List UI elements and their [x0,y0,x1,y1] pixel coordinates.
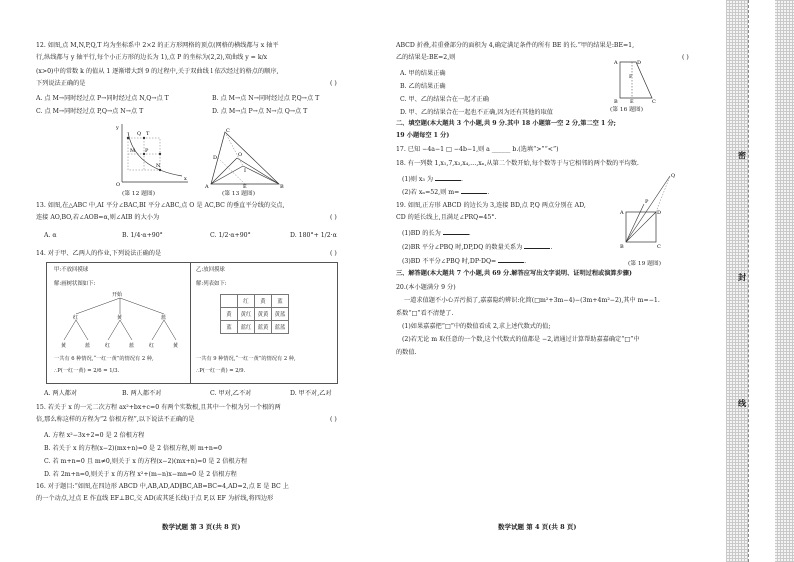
q20-item2: (2)若无论 m 取任意的一个数,这个代数式的值都是 −2,请通过计算帮助嘉嘉确定“□”中 [402,336,640,343]
q13-option-b: B. 1/4·α+90° [122,232,163,239]
tree-l2-0: 黄 [61,343,67,349]
section2-heading2: 19 小题每空 1 分) [396,132,450,139]
right-page [382,0,726,562]
q14-option-c: C. 甲对,乙不对 [210,390,252,397]
yi-cell: 蓝蓝 [272,321,289,334]
q18-item2 [402,187,489,197]
q13-caption: (第 13 题图) [222,191,255,197]
q19-caption: (第 19 题图) [628,261,661,267]
q12-option-c: C. 点 M→同时经过点 P,Q→点 N→点 T [36,108,144,115]
fig19-label-a: A [620,210,624,216]
fig12-label-t: T [146,131,150,137]
q14-yi-conclusion2: ∴P(一红一黄) = 2/9. [196,368,246,374]
fig13-label-e: E [243,184,247,188]
fig19-label-b: B [620,244,624,250]
q16-option-c: C. 甲、乙的结果合在一起才正确 [400,96,489,103]
fig13-label-i: I [244,168,246,174]
q12-text4: 下列说法正确的是 [36,80,86,87]
q19-item3 [402,256,526,266]
q14-jia-conclusion1: 一共有 6 种情况,“一红一黄”的情况有 2 种, [54,356,154,362]
q12-figure [112,122,190,186]
q15-text1: 15. 若关于 x 的一元二次方程 ax²+bx+c=0 有两个实数根,且其中一个根为另一个根的两 [36,404,281,411]
yi-cell: 蓝黄 [255,321,272,334]
fig19-label-d: D [657,210,662,216]
q19-text1: 19. 如图,正方形 ABCD 的边长为 3,连接 BD,点 P,Q 两点分别在 AD, [396,202,586,209]
q20-title: 20.(本小题满分 9 分) [396,284,456,291]
seal-char-feng: 封 [738,272,746,282]
yi-cell [221,295,238,308]
q14-answer-paren: ( ) [330,250,337,257]
q20-text1: 一道求值题不小心弄污损了,嘉嘉隐约辨识:化简(□m²+3m−4)−(3m+4m²−2),其中 m=−1. [404,297,660,304]
yi-cell: 蓝红 [238,321,255,334]
q15-option-d: D. 若 2m+n=0,则关于 x 的方程 x²+(m−n)x−mn=0 是 2 倍根方程 [44,471,237,478]
q14-yi-title: 乙:放回摸球 [196,267,225,273]
fig12-label-y: y [116,125,119,131]
q14-jia-conclusion2: ∴P(一红一黄) = 2/6 = 1/3. [54,368,120,374]
yi-cell: 黄黄 [255,308,272,321]
fig12-label-n: N [156,163,161,169]
fig16-label-f: F [629,74,633,80]
q20-item1: (1)如果嘉嘉把“□”中的数值看成 2,求上述代数式的值; [402,323,551,330]
seal-char-xian: 线 [738,398,746,408]
yi-cell: 蓝 [221,321,238,334]
q19-blank1[interactable] [443,228,469,235]
fig12-label-q: Q [137,131,142,137]
q13-option-a: A. α [44,232,57,239]
q14-option-b: B. 两人都不对 [122,390,162,397]
q20-item2b: 的数值. [396,349,417,356]
seal-line-lane [748,0,775,562]
q18-item1-label: (1)则 x₃ 为 [402,176,434,183]
right-page-footer: 数学试题 第 4 页(共 8 页) [498,523,577,531]
q12-option-a: A. 点 M→同时经过点 P→同时经过点 N,Q→点 T [36,95,169,102]
q13-option-c: C. 1/2·α+90° [210,232,251,239]
q18-end2: . [487,189,490,196]
q18-end1: . [461,176,463,183]
q16-cont-text1: ABCD 折叠,若重叠部分的面积为 4,确定满足条件的所有 BE 的长.”甲的结果是:BE=1, [396,42,635,49]
q12-text1: 12. 如图,点 M,N,P,Q,T 均为坐标系中 2×2 的正方形网格的顶点(网格的横线都与 x 轴平 [36,42,279,49]
fig13-label-a: A [205,184,209,188]
fig19-label-c: C [657,244,661,250]
q16-answer-paren: ( ) [682,54,689,61]
q18-text1: 18. 有一列数 1,x₁,7,x₃,x₄,…,xₙ,从第二个数开始,每个数等于与它相邻的两个数的平均数. [396,160,639,167]
q15-option-c: C. 若 m+n=0 且 m≠0,则关于 x 的方程(x−2)(mx+n)=0 是 2 倍根方程 [44,458,248,465]
fig19-label-q: Q [671,173,676,179]
fig13-label-o: O [238,152,243,158]
yi-cell: 黄 [255,295,272,308]
q13-text1: 13. 如图,在△ABC 中,AI 平分∠BAC,BI 平分∠ABC,点 O 是 AC,BC 的垂直平分线的交点, [36,202,285,209]
q14-option-d: D. 甲不对,乙对 [290,390,332,397]
q16-option-b: B. 乙的结果正确 [400,83,446,90]
left-page [0,0,382,562]
q15-option-b: B. 若关于 x 的方程(x−2)(mx+n)=0 是 2 倍根方程,则 m+n=0 [44,445,222,452]
fig13-label-c: C [226,128,230,134]
fig16-label-e: E [630,99,634,104]
q19-item1-label: (1)BD 的长为 [402,230,441,237]
q18-blank1[interactable] [435,174,461,181]
tree-l1-1: 黄 [117,315,123,321]
q19-end1: . [468,230,471,237]
section2-heading1: 二、填空题(本大题共 3 个小题,共 9 分.其中 18 小题第一空 2 分,第二空 1 分; [396,120,616,127]
section3-heading: 三、解答题(本大题共 7 个小题,共 69 分.解答应写出文字说明、证明过程或演算步骤) [396,270,632,277]
tree-l2-5: 黄 [173,343,179,349]
left-page-footer: 数学试题 第 3 页(共 8 页) [162,523,241,531]
tree-l1-2: 蓝 [161,315,167,321]
q13-text2: 连接 AO,BO,若∠AOB=α,则∠AIB 的大小为 [36,214,160,221]
q18-blank2[interactable] [461,187,490,196]
q14-jia-sub: 解:画树状图如下: [54,281,96,287]
fig13-label-b: B [280,184,284,188]
fig13-label-d: D [213,155,218,161]
fig12-label-m: M [130,148,136,154]
q19-item2 [402,242,552,252]
q16-text1: 16. 对于题目:“如图,在四边形 ABCD 中,AB,AD,AD∥BC,AB=BC=4,AD=2,点 E 是 BC 上 [36,483,289,490]
tree-l2-3: 蓝 [129,343,135,349]
q14-yi-conclusion1: 一共有 9 种情况,“一红一黄”的情况有 2 种, [196,356,296,362]
q19-blank2[interactable] [524,242,553,251]
fig12-label-o: O [116,182,121,186]
q19-item3-label: (3)BD 不平分∠PBQ 时,DP·DQ= [402,258,497,265]
fig16-label-d: D [637,60,642,66]
q19-blank3[interactable] [498,256,527,265]
tree-l1-0: 红 [73,315,79,321]
seal-char-mi: 密 [738,150,746,160]
q12-text2: 行,纵线都与 y 轴平行,每个小正方形的边长为 1),点 P 的坐标为(2,2),双曲线 y = k/x [36,54,268,61]
q13-figure [205,126,285,188]
fig16-label-c: C [652,99,656,104]
yi-cell: 黄蓝 [272,308,289,321]
q16-option-a: A. 甲的结果正确 [400,70,446,77]
q14-yi-sub: 解:列表如下: [196,281,227,287]
tree-l2-2: 红 [105,343,111,349]
q19-end2: . [550,244,553,251]
q14-tree-diagram [54,288,186,350]
q19-end3: . [524,258,527,265]
q12-text3: (x>0)中的常数 k 的值从 1 逐渐增大到 9 的过程中,关于双曲线 l 依次经过的格点的顺序, [36,68,279,75]
q15-option-a: A. 方程 x²−3x+2=0 是 2 倍根方程 [44,432,145,439]
q12-answer-paren: ( ) [330,80,337,87]
q17-text: 17. 已知 −4a−1 □ −4b−1,则 a ______ b.(选填“>”“<”) [396,146,559,153]
fig12-label-x: x [184,176,187,182]
q19-item2-label: (2)BR 平分∠PBQ 时,DP,DQ 的数量关系为 [402,244,523,251]
q14-yi-table [220,294,289,334]
yi-cell: 蓝 [272,295,289,308]
q16-figure [610,58,660,104]
q20-text2: 系数“□”看不清楚了. [396,310,454,317]
q14-text1: 14. 对于甲、乙两人的作业,下列说法正确的是 [36,250,162,257]
q16-cont-text2: 乙的结果是:BE=2,则 [396,54,456,61]
q19-text2: CD 的延长线上,且满足∠PRQ=45°. [396,214,497,221]
q14-option-a: A. 两人都对 [44,390,78,397]
fig16-label-a: A [614,60,618,66]
q12-option-b: B. 点 M→点 N→同时经过点 P,Q→点 T [212,95,320,102]
fig19-label-p: P [645,199,649,205]
q14-box-divider [190,262,191,383]
yi-cell: 黄红 [238,308,255,321]
q15-text2: 倍,那么称这样的方程为“2 倍根方程”,以下说法不正确的是 [36,416,195,423]
q12-caption: (第 12 题图) [122,191,155,197]
q15-answer-paren: ( ) [330,416,337,423]
q16-option-d: D. 甲、乙的结果合在一起也不正确,因为还有其他的取值 [400,109,553,116]
q12-option-d: D. 点 M→点 P→点 N→点 Q→点 T [212,108,308,115]
q19-figure [618,170,678,256]
q16-caption: (第 16 题图) [610,107,643,113]
fig16-label-b: B [614,99,618,104]
q19-item1 [402,228,471,238]
seal-line-margin [726,0,794,562]
tree-root: 开始 [112,292,123,298]
q18-item1 [402,174,463,184]
q18-item2-label: (2)若 xₙ=52,则 m= [402,189,460,196]
yi-cell: 黄 [221,308,238,321]
tree-l2-4: 红 [149,343,155,349]
q13-option-d: D. 180°+ 1/2·α [290,232,337,239]
q13-answer-paren: ( ) [330,214,337,221]
yi-cell: 红 [238,295,255,308]
fig12-label-p: P [145,148,149,154]
q16-text2: 的一个动点,过点 E 作直线 EF⊥BC,交 AD(或其延长线)于点 F,以 EF 为折线,将四边形 [36,495,274,502]
tree-l2-1: 蓝 [85,343,91,349]
q14-jia-title: 甲:不放回摸球 [54,267,89,273]
